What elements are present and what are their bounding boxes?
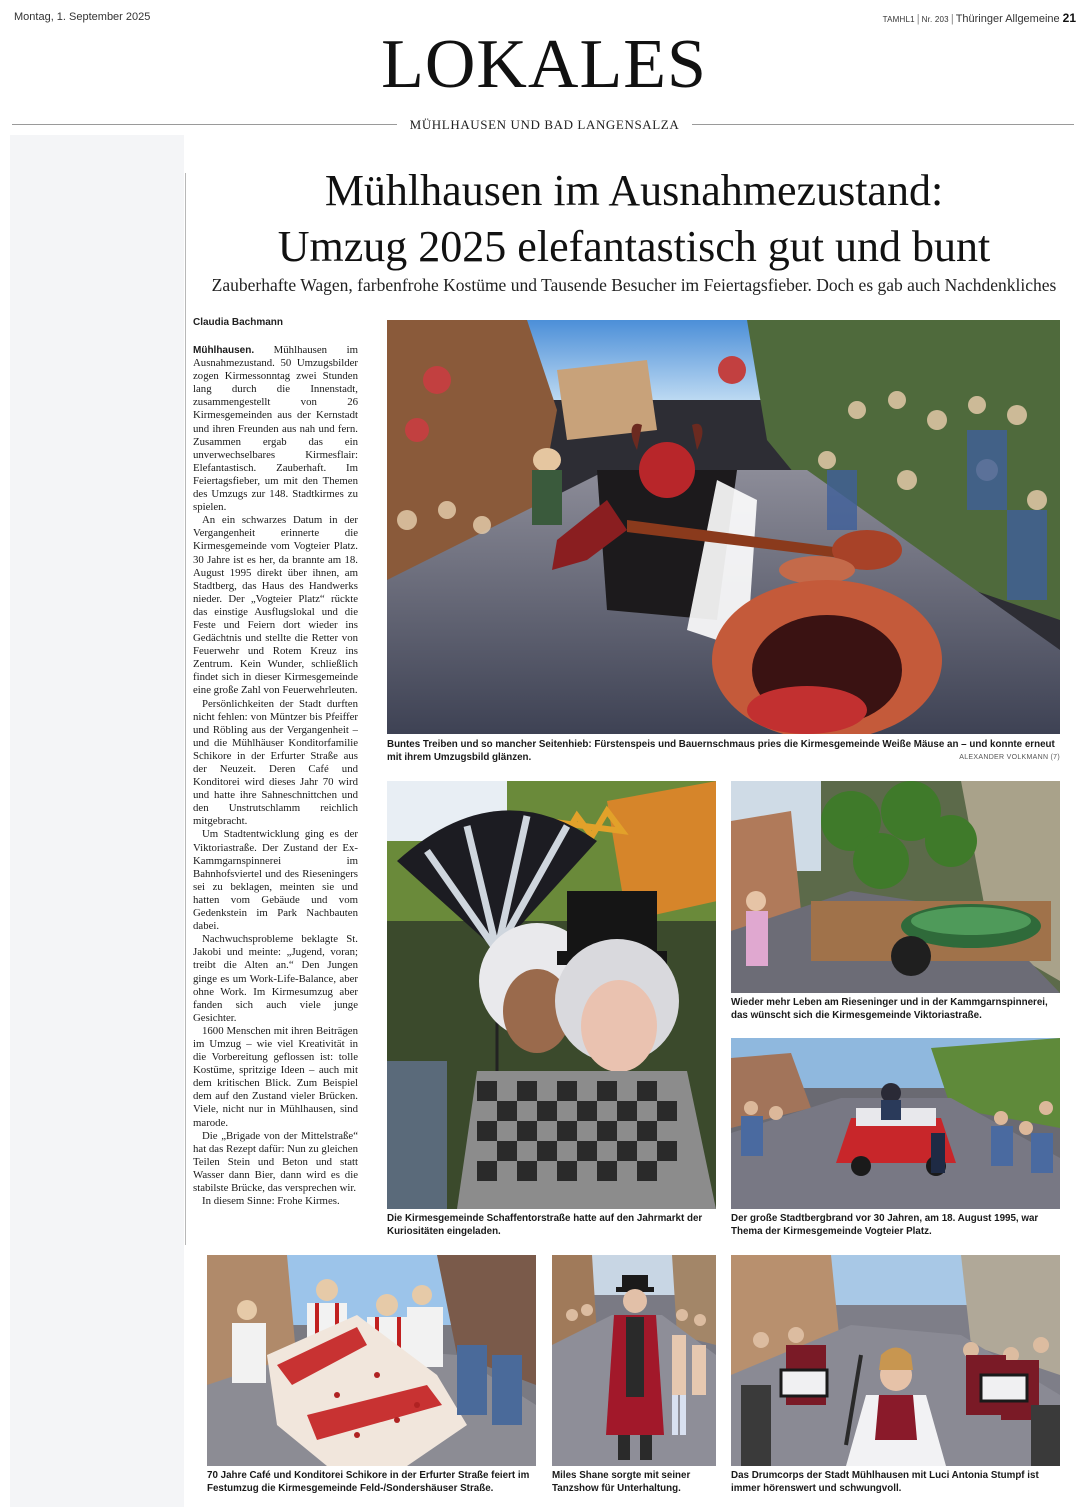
article-paragraph-1: Mühlhausen. Mühlhausen im Ausnahmezustand. 50 Umzugsbilder zogen Kirmessonntag zwei Stunden lang durch die Innenstadt, zusammengestellt von 26 Kirmesgemeinden aus der Kernstadt und ihren Freunden aus nah und fern. Zusammen ergab das ein unverwechselbares Kirmesflair: Elefantastisch. Zauberhaft. Im Feiertagsfieber, um mit den Themen des Umzugs zur 148. Stadtkirmes zu spielen.	[193, 344, 358, 514]
caption-tractor-photo: Wieder mehr Leben am Rieseninger und in der Kammgarnspinnerei, das wünscht sich die Kirmesgemeinde Viktoriastraße.	[731, 997, 1048, 1021]
photo-clowns-umbrella	[387, 781, 716, 1209]
column-divider	[185, 173, 186, 1245]
issue-info: TAMHL1 | Nr. 203 | Thüringer Allgemeine 21	[882, 11, 1076, 25]
article-paragraph-2: An ein schwarzes Datum in der Vergangenheit erinnerte die Kirmesgemeinde vom Vogteier Platz. 30 Jahre ist es her, da brannte am 18. August 1995 direkt über ihnen, am Stadtberg, das Haus des Handwerks nieder. Der „Vogteier Platz“ rückte das einstige Ausflugslokal und die Feste und Feiern dort wieder ins Gedächtnis und stellte die Retter von Feuerwehr und Rotem Kreuz ins Zentrum. Kein Wunder, schließlich findet sich in dieser Kirmesgemeinde eine große Zahl von Feuerwehrleuten.	[193, 514, 358, 697]
caption-cake-photo: 70 Jahre Café und Konditorei Schikore in der Erfurter Straße feiert im Festumzug die Kirmesgemeinde Feld-/Sondershäuser Straße.	[207, 1470, 530, 1494]
divider-right	[692, 124, 1074, 125]
caption-drums-photo: Das Drumcorps der Stadt Mühlhausen mit Luci Antonia Stumpf ist immer hörenswert und schwungvoll.	[731, 1470, 1039, 1494]
article-paragraph-6: 1600 Menschen mit ihren Beiträgen im Umzug – wie viel Kreativität in die Vorbereitung geflossen ist: tolle Kostüme, spritzige Ideen – auch mit dem kritischen Blick. Zum Beispiel dem auf den Zustand vieler Brücken. Viele, nicht nur in Mühlhausen, sind marode.	[193, 1024, 358, 1129]
article-dateline: Mühlhausen.	[193, 345, 255, 356]
photo-main-devil-costume	[387, 320, 1060, 734]
photo-dancer-red-coat	[552, 1255, 716, 1466]
photo-fire-brigade-car	[731, 1038, 1060, 1209]
section-title: LOKALES	[381, 26, 707, 103]
article-body	[193, 344, 358, 1244]
caption-dancer-photo: Miles Shane sorgte mit seiner Tanzshow für Unterhaltung.	[552, 1470, 691, 1494]
caption-main-photo: Buntes Treiben und so mancher Seitenhieb: Fürstenspeis und Bauernschmaus pries die Kirmesgemeinde Weiße Mäuse an – und konnte erneut mit ihrem Umzugsbild glänzen.	[387, 739, 1055, 763]
photo-credit: ALEXANDER VOLKMANN (7)	[959, 754, 1060, 761]
issue-number: Nr. 203	[921, 15, 949, 24]
caption-firecar-photo: Der große Stadtbergbrand vor 30 Jahren, am 18. August 1995, war Thema der Kirmesgemeinde Vogteier Platz.	[731, 1213, 1039, 1237]
article-headline	[190, 163, 1078, 275]
newspaper-name: Thüringer Allgemeine	[955, 13, 1060, 25]
caption-clowns-photo: Die Kirmesgemeinde Schaffentorstraße hatte auf den Jahrmarkt der Kuriositäten eingeladen.	[387, 1213, 703, 1237]
article-paragraph-5: Nachwuchsprobleme beklagte St. Jakobi und meinte: „Jugend, voran; treibt die Alten an.“ Den Jungen ginge es um Work-Life-Balance, aber ohne Work. Im Kirmesumzug aber fanden sich auch viele junge Gesichter.	[193, 933, 358, 1024]
article-paragraph-8: In diesem Sinne: Frohe Kirmes.	[202, 1195, 340, 1208]
ad-column-placeholder	[10, 135, 184, 1507]
region-label: MÜHLHAUSEN UND BAD LANGENSALZA	[409, 117, 680, 132]
photo-cake-costume-group	[207, 1255, 536, 1466]
article-paragraph-3: Persönlichkeiten der Stadt durften nicht fehlen: von Müntzer bis Pfeiffer und Röbling aus der Vergangenheit – und die Mühlhäuser Konditorfamilie Schikore in der Erfurter Straße aus der Neuzeit. Deren Café und Konditorei wird dieses Jahr 70 wird und hatte ihre Sahneschnittchen und den Unstrutschlamm reichlich mitgebracht.	[193, 697, 358, 828]
photo-green-tractor-float	[731, 781, 1060, 993]
article-author: Claudia Bachmann	[193, 317, 284, 328]
issue-date: Montag, 1. September 2025	[14, 11, 151, 23]
article-subheadline: Zauberhafte Wagen, farbenfrohe Kostüme und Tausende Besucher im Feiertagsfieber. Doch es gab auch Nachdenkliches	[211, 275, 1057, 295]
edition-code: TAMHL1	[882, 15, 915, 24]
article-paragraph-4: Um Stadtentwicklung ging es der Viktoriastraße. Der Zustand der Ex-Kammgarnspinnerei im Bahnhofsviertel und des Rieseningers sei zu beklagen, meinten sie und hatten vom Gebäude und vom Gedenkstein im Park Nachbauten dabei.	[193, 828, 358, 933]
photo-drumcorps	[731, 1255, 1060, 1466]
article-paragraph-7: Die „Brigade von der Mittelstraße“ hat das Rezept dafür: Nun zu gleichen Teilen Stein und Beton und statt Wasser dann Bier, dann wird es die stabilste Brücke, das versprechen wir.	[193, 1129, 358, 1194]
headline-line-2: Umzug 2025 elefantastisch gut und bunt	[277, 222, 991, 271]
divider-left	[12, 124, 397, 125]
page-number: 21	[1062, 11, 1076, 25]
headline-line-1: Mühlhausen im Ausnahmezustand:	[324, 166, 944, 215]
